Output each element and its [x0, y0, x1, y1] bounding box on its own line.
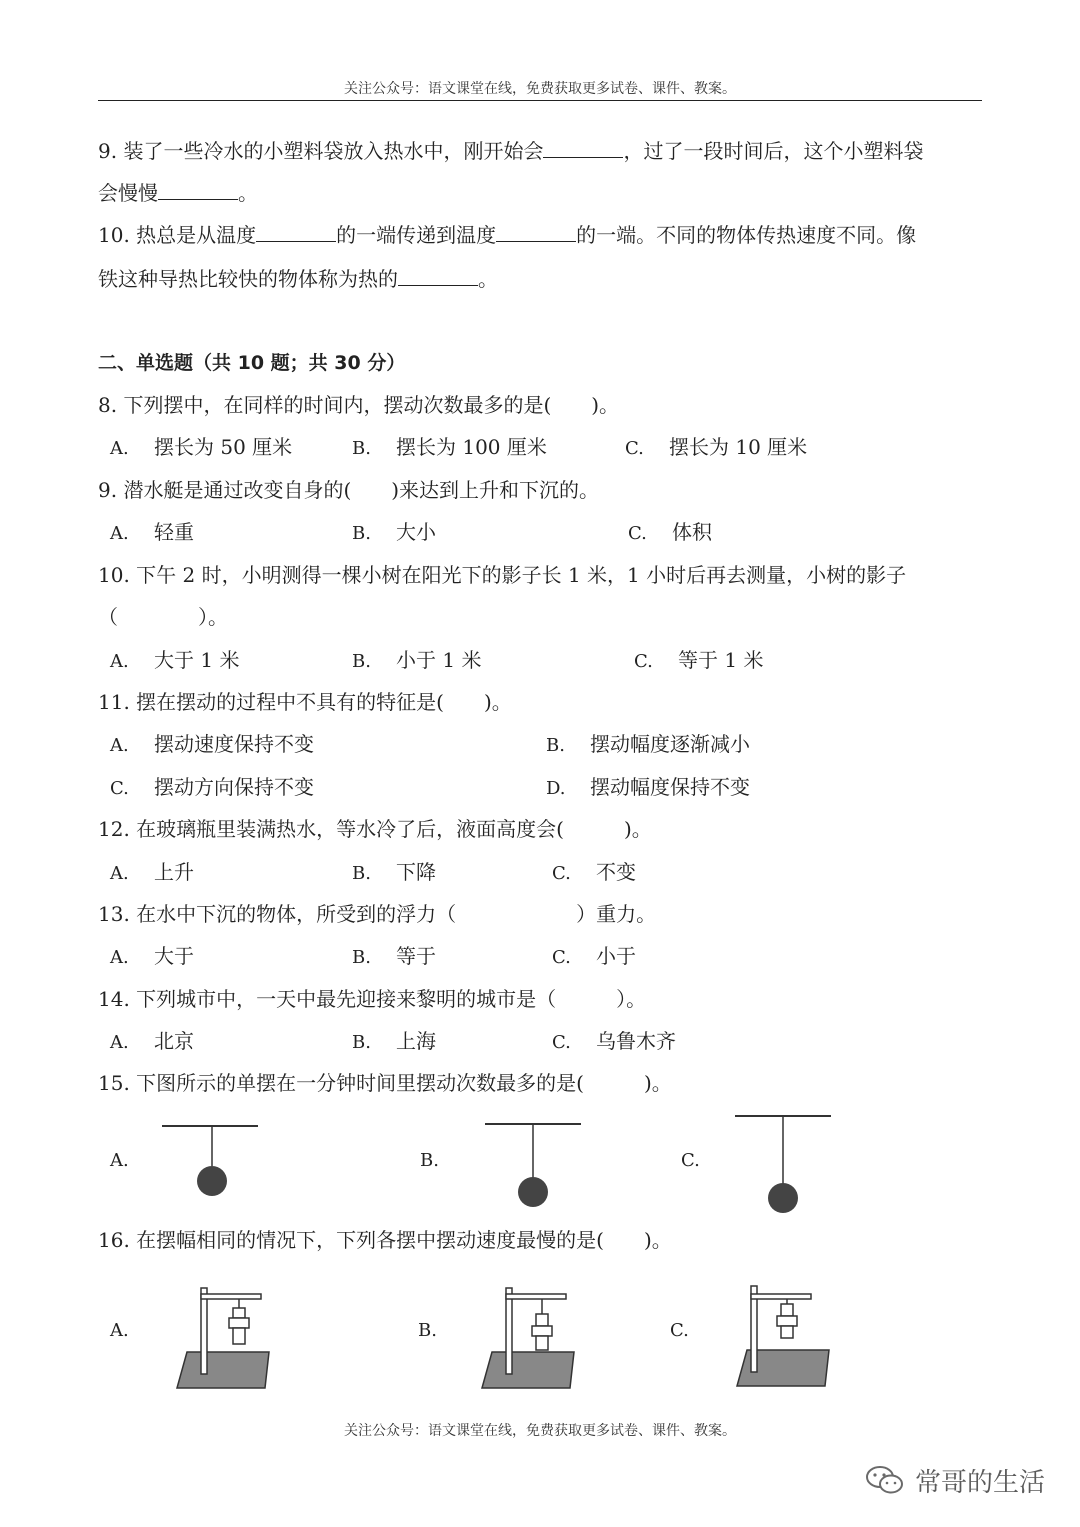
q15-pendulum-b-figure: [483, 1116, 583, 1208]
q12-option-c-key: C.: [552, 863, 571, 884]
q15-option-b-label[interactable]: B.: [420, 1150, 439, 1171]
q13-option-c-key: C.: [552, 947, 571, 968]
q8-option-c-text: 摆长为 10 厘米: [669, 435, 808, 459]
fill-q9-blank-1: [543, 139, 623, 158]
section-title: 二、单选题（共 10 题；共 30 分）: [98, 352, 406, 374]
q12-option-b[interactable]: [352, 859, 436, 887]
q8-option-a-text: 摆长为 50 厘米: [154, 435, 293, 459]
q13-option-a[interactable]: [110, 943, 194, 971]
q10-option-c-text: 等于 1 米: [678, 648, 764, 672]
fill-question-10-line1: [98, 222, 988, 248]
q13-option-b-key: B.: [352, 947, 371, 968]
wechat-icon: [865, 1464, 905, 1496]
question-14-stem: 14. 下列城市中，一天中最先迎接来黎明的城市是（ ）。: [98, 987, 647, 1011]
q13-option-c[interactable]: [552, 943, 636, 971]
q9-option-c-text: 体积: [672, 520, 712, 544]
q8-option-b-key: B.: [352, 438, 371, 459]
question-10-stem: 10. 下午 2 时，小明测得一棵小树在阳光下的影子长 1 米，1 小时后再去测量，小树的影子: [98, 563, 907, 587]
q14-option-a-key: A.: [110, 1032, 129, 1053]
fill-q9-blank-2: [158, 181, 238, 200]
q14-option-c[interactable]: [552, 1028, 676, 1056]
fill-question-9-line2: [98, 180, 988, 206]
q11-option-d-key: D.: [546, 778, 566, 799]
question-16-stem: 16. 在摆幅相同的情况下，下列各摆中摆动速度最慢的是( )。: [98, 1228, 672, 1252]
q14-option-c-text: 乌鲁木齐: [596, 1029, 676, 1053]
q10-option-a-key: A.: [110, 651, 129, 672]
q9-option-c[interactable]: [628, 519, 712, 547]
q9-option-b[interactable]: [352, 519, 436, 547]
q9-option-a-key: A.: [110, 523, 129, 544]
fill-q10-text-c: 的一端。不同的物体传热速度不同。像: [576, 223, 917, 247]
q13-option-b[interactable]: [352, 943, 436, 971]
fill-q10-text-b: 的一端传递到温度: [336, 223, 497, 247]
q14-option-b[interactable]: [352, 1028, 436, 1056]
q11-option-b[interactable]: [546, 731, 750, 759]
q14-option-a-text: 北京: [154, 1029, 194, 1053]
q11-option-b-key: B.: [546, 735, 565, 756]
question-8-stem: 8. 下列摆中，在同样的时间内，摆动次数最多的是( )。: [98, 393, 620, 417]
question-15-stem: 15. 下图所示的单摆在一分钟时间里摆动次数最多的是( )。: [98, 1071, 672, 1095]
q11-option-c-key: C.: [110, 778, 129, 799]
q16-option-b-label[interactable]: B.: [418, 1320, 437, 1341]
page-header: 关注公众号：语文课堂在线，免费获取更多试卷、课件、教案。: [344, 81, 736, 97]
fill-q10-blank-3: [398, 267, 478, 286]
q9-option-b-key: B.: [352, 523, 371, 544]
q12-option-a-text: 上升: [154, 860, 194, 884]
q10-option-a[interactable]: [110, 647, 239, 675]
fill-q10-blank-2: [496, 223, 576, 242]
q11-option-c-text: 摆动方向保持不变: [154, 775, 314, 799]
fill-q10-text-d: 铁这种导热比较快的物体称为热的: [98, 267, 398, 291]
q11-option-d[interactable]: [546, 774, 750, 802]
q11-option-b-text: 摆动幅度逐渐减小: [590, 732, 750, 756]
question-9-stem: 9. 潜水艇是通过改变自身的( )来达到上升和下沉的。: [98, 478, 600, 502]
fill-q9-text-b: ，过了一段时间后，这个小塑料袋: [623, 139, 924, 163]
q11-option-c[interactable]: [110, 774, 314, 802]
q11-option-d-text: 摆动幅度保持不变: [590, 775, 750, 799]
q15-pendulum-c-figure: [733, 1108, 833, 1214]
fill-q9-end: 。: [238, 181, 258, 205]
q13-option-b-text: 等于: [396, 944, 436, 968]
q10-option-a-text: 大于 1 米: [154, 648, 240, 672]
q8-option-a-key: A.: [110, 438, 129, 459]
watermark-text: 常哥的生活: [915, 1467, 1046, 1498]
q12-option-b-key: B.: [352, 863, 371, 884]
q12-option-a[interactable]: [110, 859, 194, 887]
q16-pendulum-stand-a-figure: [165, 1282, 280, 1392]
q10-option-b-text: 小于 1 米: [396, 648, 482, 672]
q8-option-a[interactable]: [110, 434, 292, 462]
fill-q10-text-a: 10. 热总是从温度: [98, 223, 257, 247]
question-12-stem: 12. 在玻璃瓶里装满热水，等水冷了后，液面高度会( )。: [98, 817, 652, 841]
q15-option-c-label[interactable]: C.: [681, 1150, 700, 1171]
question-10-stem-cont: （ ）。: [98, 605, 228, 629]
q15-pendulum-a-figure: [160, 1118, 260, 1200]
q10-option-b[interactable]: [352, 647, 481, 675]
q16-pendulum-stand-c-figure: [725, 1280, 840, 1390]
q12-option-c-text: 不变: [596, 860, 636, 884]
q8-option-b-text: 摆长为 100 厘米: [396, 435, 547, 459]
fill-q9-text-c: 会慢慢: [98, 181, 158, 205]
watermark: [865, 1460, 1045, 1500]
question-11-stem: 11. 摆在摆动的过程中不具有的特征是( )。: [98, 690, 512, 714]
q15-option-a-label[interactable]: A.: [110, 1150, 129, 1171]
q14-option-a[interactable]: [110, 1028, 194, 1056]
fill-question-9-line1: [98, 138, 988, 164]
q16-pendulum-stand-b-figure: [470, 1282, 585, 1392]
q13-option-c-text: 小于: [596, 944, 636, 968]
q10-option-b-key: B.: [352, 651, 371, 672]
q9-option-b-text: 大小: [396, 520, 436, 544]
q9-option-a-text: 轻重: [154, 520, 194, 544]
q12-option-b-text: 下降: [396, 860, 436, 884]
q11-option-a-key: A.: [110, 735, 129, 756]
q16-option-a-label[interactable]: A.: [110, 1320, 129, 1341]
q16-option-c-label[interactable]: C.: [670, 1320, 689, 1341]
fill-q10-end: 。: [478, 267, 498, 291]
q10-option-c[interactable]: [634, 647, 763, 675]
fill-q10-blank-1: [256, 223, 336, 242]
q9-option-c-key: C.: [628, 523, 647, 544]
q11-option-a-text: 摆动速度保持不变: [154, 732, 314, 756]
q14-option-b-key: B.: [352, 1032, 371, 1053]
page-footer: 关注公众号：语文课堂在线，免费获取更多试卷、课件、教案。: [344, 1423, 736, 1439]
q10-option-c-key: C.: [634, 651, 653, 672]
q11-option-a[interactable]: [110, 731, 314, 759]
question-13-stem: 13. 在水中下沉的物体，所受到的浮力（ ）重力。: [98, 902, 657, 926]
q9-option-a[interactable]: [110, 519, 194, 547]
q12-option-a-key: A.: [110, 863, 129, 884]
q8-option-b[interactable]: [352, 434, 547, 462]
header-divider: [98, 100, 982, 101]
fill-q9-text-a: 9. 装了一些冷水的小塑料袋放入热水中，刚开始会: [98, 139, 544, 163]
q13-option-a-key: A.: [110, 947, 129, 968]
q13-option-a-text: 大于: [154, 944, 194, 968]
q14-option-b-text: 上海: [396, 1029, 436, 1053]
q8-option-c-key: C.: [625, 438, 644, 459]
q14-option-c-key: C.: [552, 1032, 571, 1053]
fill-question-10-line2: [98, 266, 988, 292]
q8-option-c[interactable]: [625, 434, 807, 462]
q12-option-c[interactable]: [552, 859, 636, 887]
